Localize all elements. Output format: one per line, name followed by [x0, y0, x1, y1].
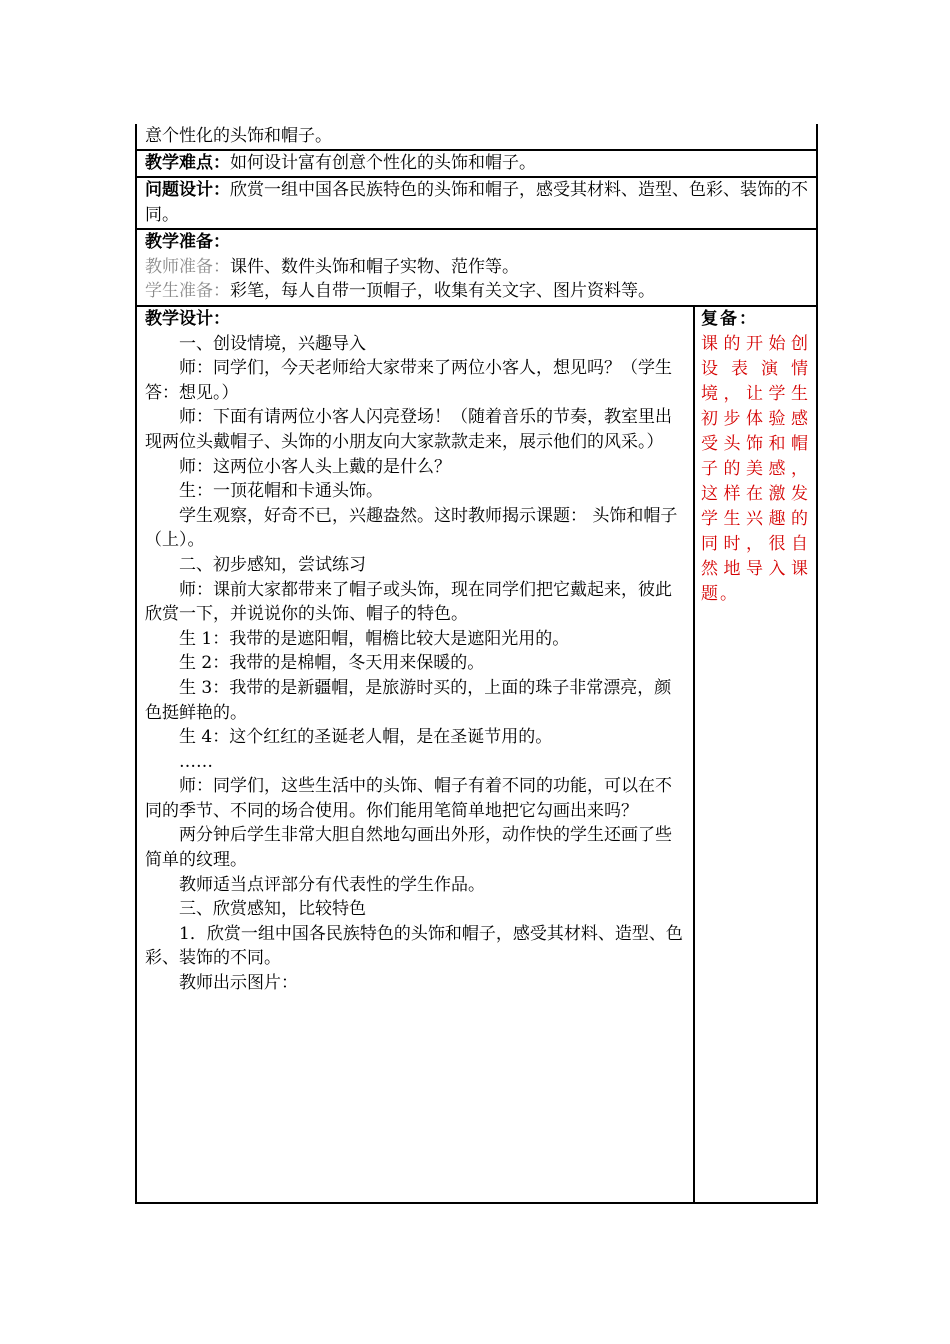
continuation-text: 意个性化的头饰和帽子。 [136, 124, 817, 150]
lesson-plan-table [135, 124, 818, 1204]
row-continuation [136, 124, 817, 150]
preparation-title: 教学准备： [145, 232, 230, 252]
teacher-preparation-text: 课件、数件头饰和帽子实物、范作等。 [230, 256, 519, 277]
student-preparation [145, 279, 808, 304]
difficulty-cell [136, 150, 817, 177]
difficulty-label: 教学难点： [145, 153, 230, 173]
notes-cell [694, 306, 817, 1203]
design-paragraph: …… [179, 751, 213, 772]
question-design-text: 欣赏一组中国各民族特色的头饰和帽子，感受其材料、造型、色彩、装饰的不同。 [145, 180, 808, 225]
design-paragraph: 师：同学们，今天老师给大家带来了两位小客人，想见吗？（学生答：想见。） [145, 358, 672, 403]
design-title: 教学设计： [145, 309, 230, 329]
teacher-preparation [145, 255, 808, 280]
lesson-plan-document [135, 124, 816, 1204]
difficulty-text: 如何设计富有创意个性化的头饰和帽子。 [230, 153, 536, 173]
design-paragraph: 两分钟后学生非常大胆自然地勾画出外形，动作快的学生还画了些简单的纹理。 [145, 825, 672, 871]
row-difficulty [136, 150, 817, 177]
design-paragraph: 师：同学们，这些生活中的头饰、帽子有着不同的功能，可以在不同的季节、不同的场合使用。你们能用笔简单地把它勾画出来吗？ [145, 776, 672, 821]
design-paragraph: 生 2：我带的是棉帽，冬天用来保暖的。 [179, 653, 485, 674]
design-paragraph: 学生观察，好奇不已，兴趣盎然。这时教师揭示课题： 头饰和帽子（上）。 [145, 505, 678, 551]
notes-title: 复备： [701, 309, 758, 329]
design-paragraph: 教师适当点评部分有代表性的学生作品。 [179, 874, 485, 895]
preparation-cell [136, 229, 817, 306]
student-preparation-text: 彩笔，每人自带一顶帽子，收集有关文字、图片资料等。 [230, 281, 655, 302]
design-paragraph: 生 3：我带的是新疆帽，是旅游时买的，上面的珠子非常漂亮，颜色挺鲜艳的。 [145, 677, 672, 723]
row-design [136, 306, 817, 1203]
design-body [145, 332, 685, 996]
teacher-preparation-label: 教师准备： [145, 256, 230, 277]
row-question-design [136, 177, 817, 229]
design-paragraph: 生：一顶花帽和卡通头饰。 [179, 481, 383, 502]
question-design-label: 问题设计： [145, 180, 230, 200]
design-paragraph: 师：下面有请两位小客人闪亮登场！（随着音乐的节奏，教室里出现两位头戴帽子、头饰的小朋友向大家款款走来，展示他们的风采。） [145, 407, 672, 452]
design-paragraph: 三、欣赏感知，比较特色 [179, 899, 366, 920]
student-preparation-label: 学生准备： [145, 281, 230, 302]
row-preparation [136, 229, 817, 306]
design-paragraph: 1．欣赏一组中国各民族特色的头饰和帽子，感受其材料、造型、色彩、装饰的不同。 [145, 923, 683, 969]
design-paragraph: 教师出示图片： [179, 973, 298, 994]
design-paragraph: 师：课前大家都带来了帽子或头饰，现在同学们把它戴起来，彼此欣赏一下，并说说你的头饰、帽子的特色。 [145, 579, 672, 625]
question-design-cell [136, 177, 817, 229]
design-paragraph: 生 4：这个红红的圣诞老人帽，是在圣诞节用的。 [179, 727, 553, 748]
design-paragraph: 师：这两位小客人头上戴的是什么？ [179, 456, 451, 477]
design-paragraph: 一、创设情境，兴趣导入 [179, 333, 366, 354]
design-cell [136, 306, 694, 1203]
design-paragraph: 生 1：我带的是遮阳帽，帽檐比较大是遮阳光用的。 [179, 628, 570, 649]
design-paragraph: 二、初步感知，尝试练习 [179, 554, 366, 575]
notes-text: 课的开始创设表演情境，让学生初步体验感受头饰和帽子的美感，这样在激发学生兴趣的同时，很自然地导入课题。 [701, 334, 810, 604]
